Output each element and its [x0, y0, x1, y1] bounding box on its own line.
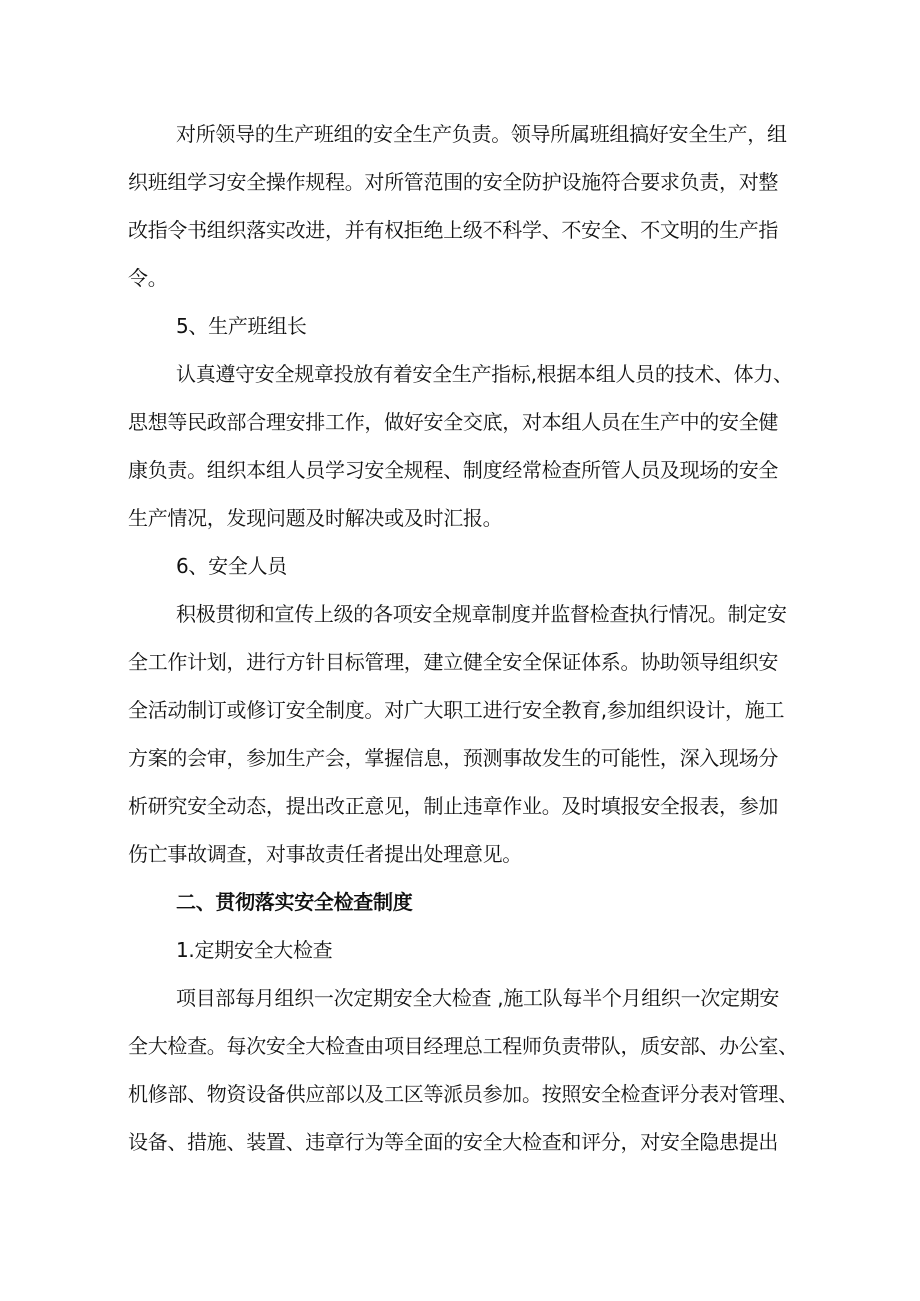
paragraph-line: 全工作计划，进行方针目标管理，建立健全安全保证体系。协助领导组织安 — [128, 650, 779, 674]
paragraph-line: 机修部、物资设备供应部以及工区等派员参加。按照安全检查评分表对管理、 — [128, 1082, 798, 1106]
paragraph-line: 令。 — [128, 266, 168, 290]
paragraph-line: 织班组学习安全操作规程。对所管范围的安全防护设施符合要求负责，对整 — [128, 170, 779, 194]
subsection-heading: 1.定期安全大检查 — [176, 938, 333, 962]
paragraph-line: 析研究安全动态，提出改正意见，制止违章作业。及时填报安全报表，参加 — [128, 794, 779, 818]
paragraph-line: 设备、措施、装置、违章行为等全面的安全大检查和评分，对安全隐患提出 — [128, 1130, 779, 1154]
paragraph-line: 思想等民政部合理安排工作，做好安全交底，对本组人员在生产中的安全健 — [128, 410, 779, 434]
paragraph-line: 项目部每月组织一次定期安全大检查 ,施工队每半个月组织一次定期安 — [176, 986, 780, 1010]
paragraph-line: 生产情况，发现问题及时解决或及时汇报。 — [128, 506, 503, 530]
chapter-heading: 二、贯彻落实安全检查制度 — [176, 890, 413, 914]
paragraph-line: 全大检查。每次安全大检查由项目经理总工程师负责带队，质安部、办公室、 — [128, 1034, 798, 1058]
paragraph-line: 对所领导的生产班组的安全生产负责。领导所属班组搞好安全生产，组 — [176, 122, 787, 146]
paragraph-line: 改指令书组织落实改进，并有权拒绝上级不科学、不安全、不文明的生产指 — [128, 218, 779, 242]
paragraph-line: 全活动制订或修订安全制度。对广大职工进行安全教育,参加组织设计，施工 — [128, 698, 785, 722]
paragraph-line: 康负责。组织本组人员学习安全规程、制度经常检查所管人员及现场的安全 — [128, 458, 779, 482]
paragraph-line: 伤亡事故调查，对事故责任者提出处理意见。 — [128, 842, 522, 866]
paragraph-line: 积极贯彻和宣传上级的各项安全规章制度并监督检查执行情况。制定安 — [176, 602, 787, 626]
section-heading-6: 6、安全人员 — [176, 554, 287, 578]
paragraph-line: 认真遵守安全规章投放有着安全生产指标,根据本组人员的技术、体力、 — [176, 362, 793, 386]
section-heading-5: 5、生产班组长 — [176, 314, 307, 338]
paragraph-line: 方案的会审，参加生产会，掌握信息，预测事故发生的可能性，深入现场分 — [128, 746, 779, 770]
